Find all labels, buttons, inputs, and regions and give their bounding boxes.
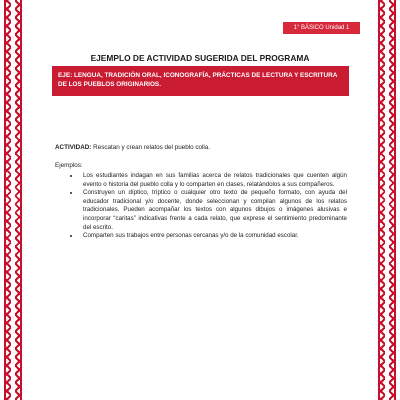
decorative-border-right xyxy=(378,0,396,400)
axis-banner: EJE: LENGUA, TRADICIÓN ORAL, ICONOGRAFÍA, PRÁCTICAS DE LECTURA Y ESCRITURA DE LOS PUEBLOS ORIGINARIOS. xyxy=(52,66,349,96)
activity-label: ACTIVIDAD: xyxy=(55,144,92,151)
list-item: • Los estudiantes indagan en sus familias acerca de relatos tradicionales que cuenten algún evento o historia del pueblo colla y lo comparten en clases, relatándolos a sus compañeros. xyxy=(80,172,347,189)
decorative-border-left xyxy=(4,0,22,400)
examples-label: Ejemplos: xyxy=(55,162,83,169)
list-item: • Construyen un díptico, tríptico o cualquier otro texto de pequeño formato, con ayuda del educador tradicional y/o docente, donde seleccionan y compilan algunos de los relatos tradicionales. Pueden acompañar los textos con algunos dibujos o imágenes alusivas e incorporar “caritas” indicativas frente a cada relato, que exprese el sentimiento predominante del escrito. xyxy=(80,189,347,232)
examples-list xyxy=(55,172,347,241)
page-title: EJEMPLO DE ACTIVIDAD SUGERIDA DEL PROGRAMA xyxy=(90,53,310,63)
activity-line xyxy=(55,143,347,152)
activity-text: Rescatan y crean relatos del pueblo colla. xyxy=(91,144,211,151)
list-item: • Comparten sus trabajos entre personas cercanas y/o de la comunidad escolar. xyxy=(80,232,347,241)
unit-badge: 1° BÁSICO Unidad 1 xyxy=(283,22,360,34)
